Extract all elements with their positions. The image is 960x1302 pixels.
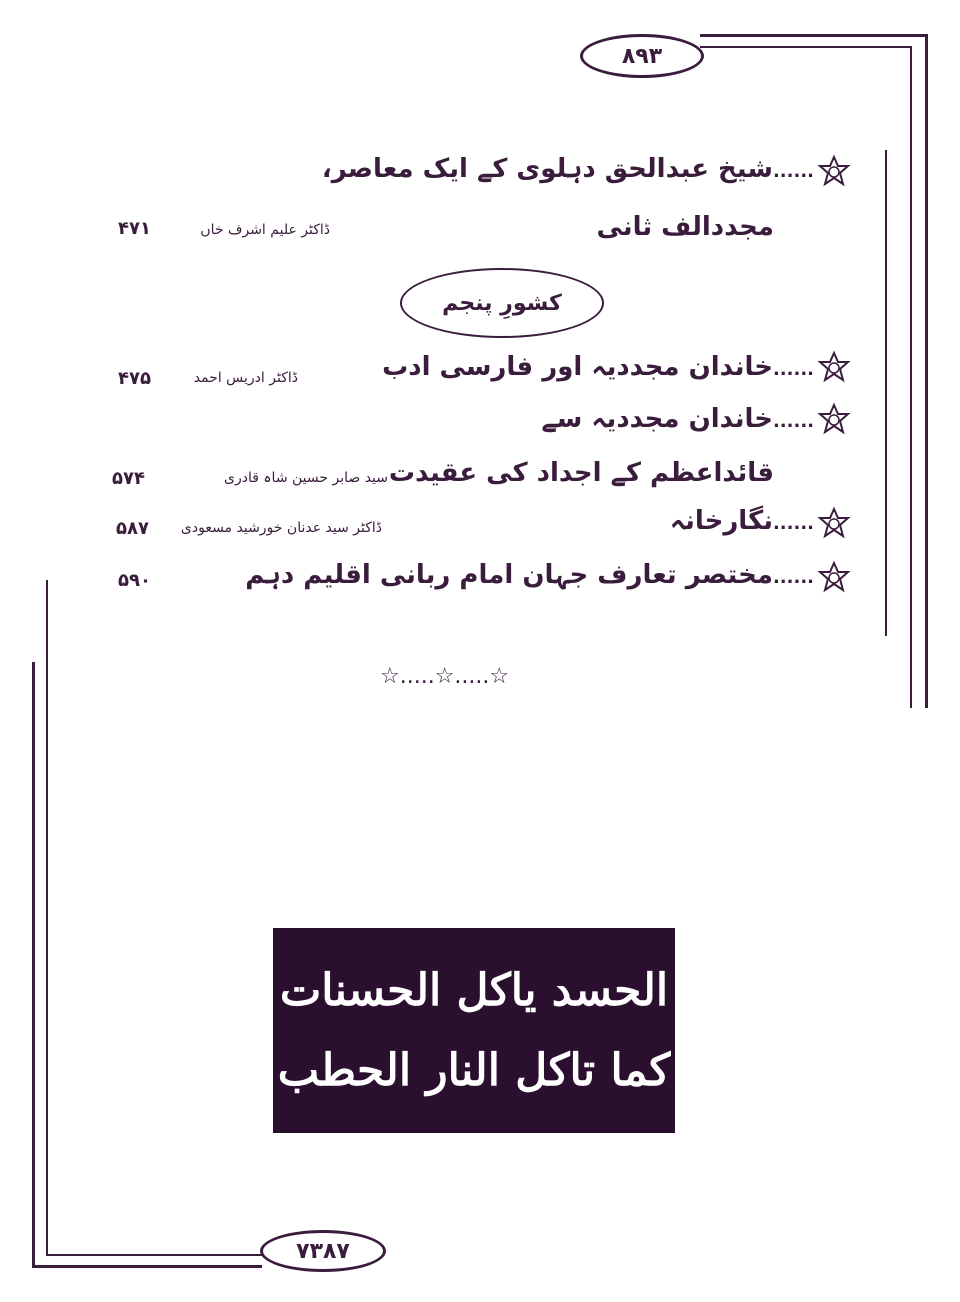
toc-entry-author: سید صابر حسین شاہ قادری <box>223 470 388 486</box>
toc-entry-page: ۴۷۵ <box>118 368 151 389</box>
toc-entry-page: ۵۹۰ <box>118 570 151 591</box>
star-bullet-icon <box>816 154 852 190</box>
calligraphy-panel <box>273 928 675 1133</box>
frame-left-outer <box>32 662 35 1268</box>
star-bullet-icon <box>816 350 852 386</box>
toc-entry-title: ......خاندان مجددیہ سے <box>541 404 814 434</box>
toc-entry-page: ۵۸۷ <box>116 518 149 539</box>
toc-entry-title-line2: مجددالف ثانی <box>596 212 774 242</box>
toc-entry-author: ڈاکٹر ادریس احمد <box>193 370 298 386</box>
calligraphy-line-2: کما تاکل النار الحطب <box>277 1044 671 1096</box>
section-heading: کشورِ پنجم <box>400 268 604 338</box>
star-bullet-icon <box>816 560 852 596</box>
footer-page-number: ۷۳۸۷ <box>260 1230 386 1272</box>
frame-top-outer <box>700 34 928 37</box>
star-divider: ☆.....☆.....☆ <box>380 664 510 689</box>
toc-entry-title: ......نگارخانہ <box>669 506 814 536</box>
frame-right-short <box>885 150 887 636</box>
frame-left-inner <box>46 580 48 1256</box>
frame-top-inner <box>700 46 912 48</box>
toc-entry-author: ڈاکٹر علیم اشرف خاں <box>200 222 330 238</box>
star-bullet-icon <box>816 402 852 438</box>
toc-entry-page: ۴۷۱ <box>118 218 151 239</box>
toc-entry-author: ڈاکٹر سید عدنان خورشید مسعودی <box>180 520 382 536</box>
frame-right-inner <box>910 46 912 708</box>
header-page-number: ۸۹۳ <box>580 34 704 78</box>
frame-bottom-outer <box>32 1265 262 1268</box>
star-bullet-icon <box>816 506 852 542</box>
calligraphy-line-1: الحسد یاکل الحسنات <box>279 964 669 1016</box>
toc-entry-title-line2: قائداعظم کے اجداد کی عقیدت <box>388 458 774 488</box>
toc-entry-title: ......شیخ عبدالحق دہلوی کے ایک معاصر، <box>321 154 814 184</box>
frame-right-outer <box>925 34 928 708</box>
frame-bottom-inner <box>46 1254 262 1256</box>
toc-entry-title: ......مختصر تعارف جہان امام ربانی اقلیم دہم <box>245 560 814 590</box>
toc-entry-page: ۵۷۴ <box>112 468 145 489</box>
toc-entry-title: ......خاندان مجددیہ اور فارسی ادب <box>382 352 814 382</box>
